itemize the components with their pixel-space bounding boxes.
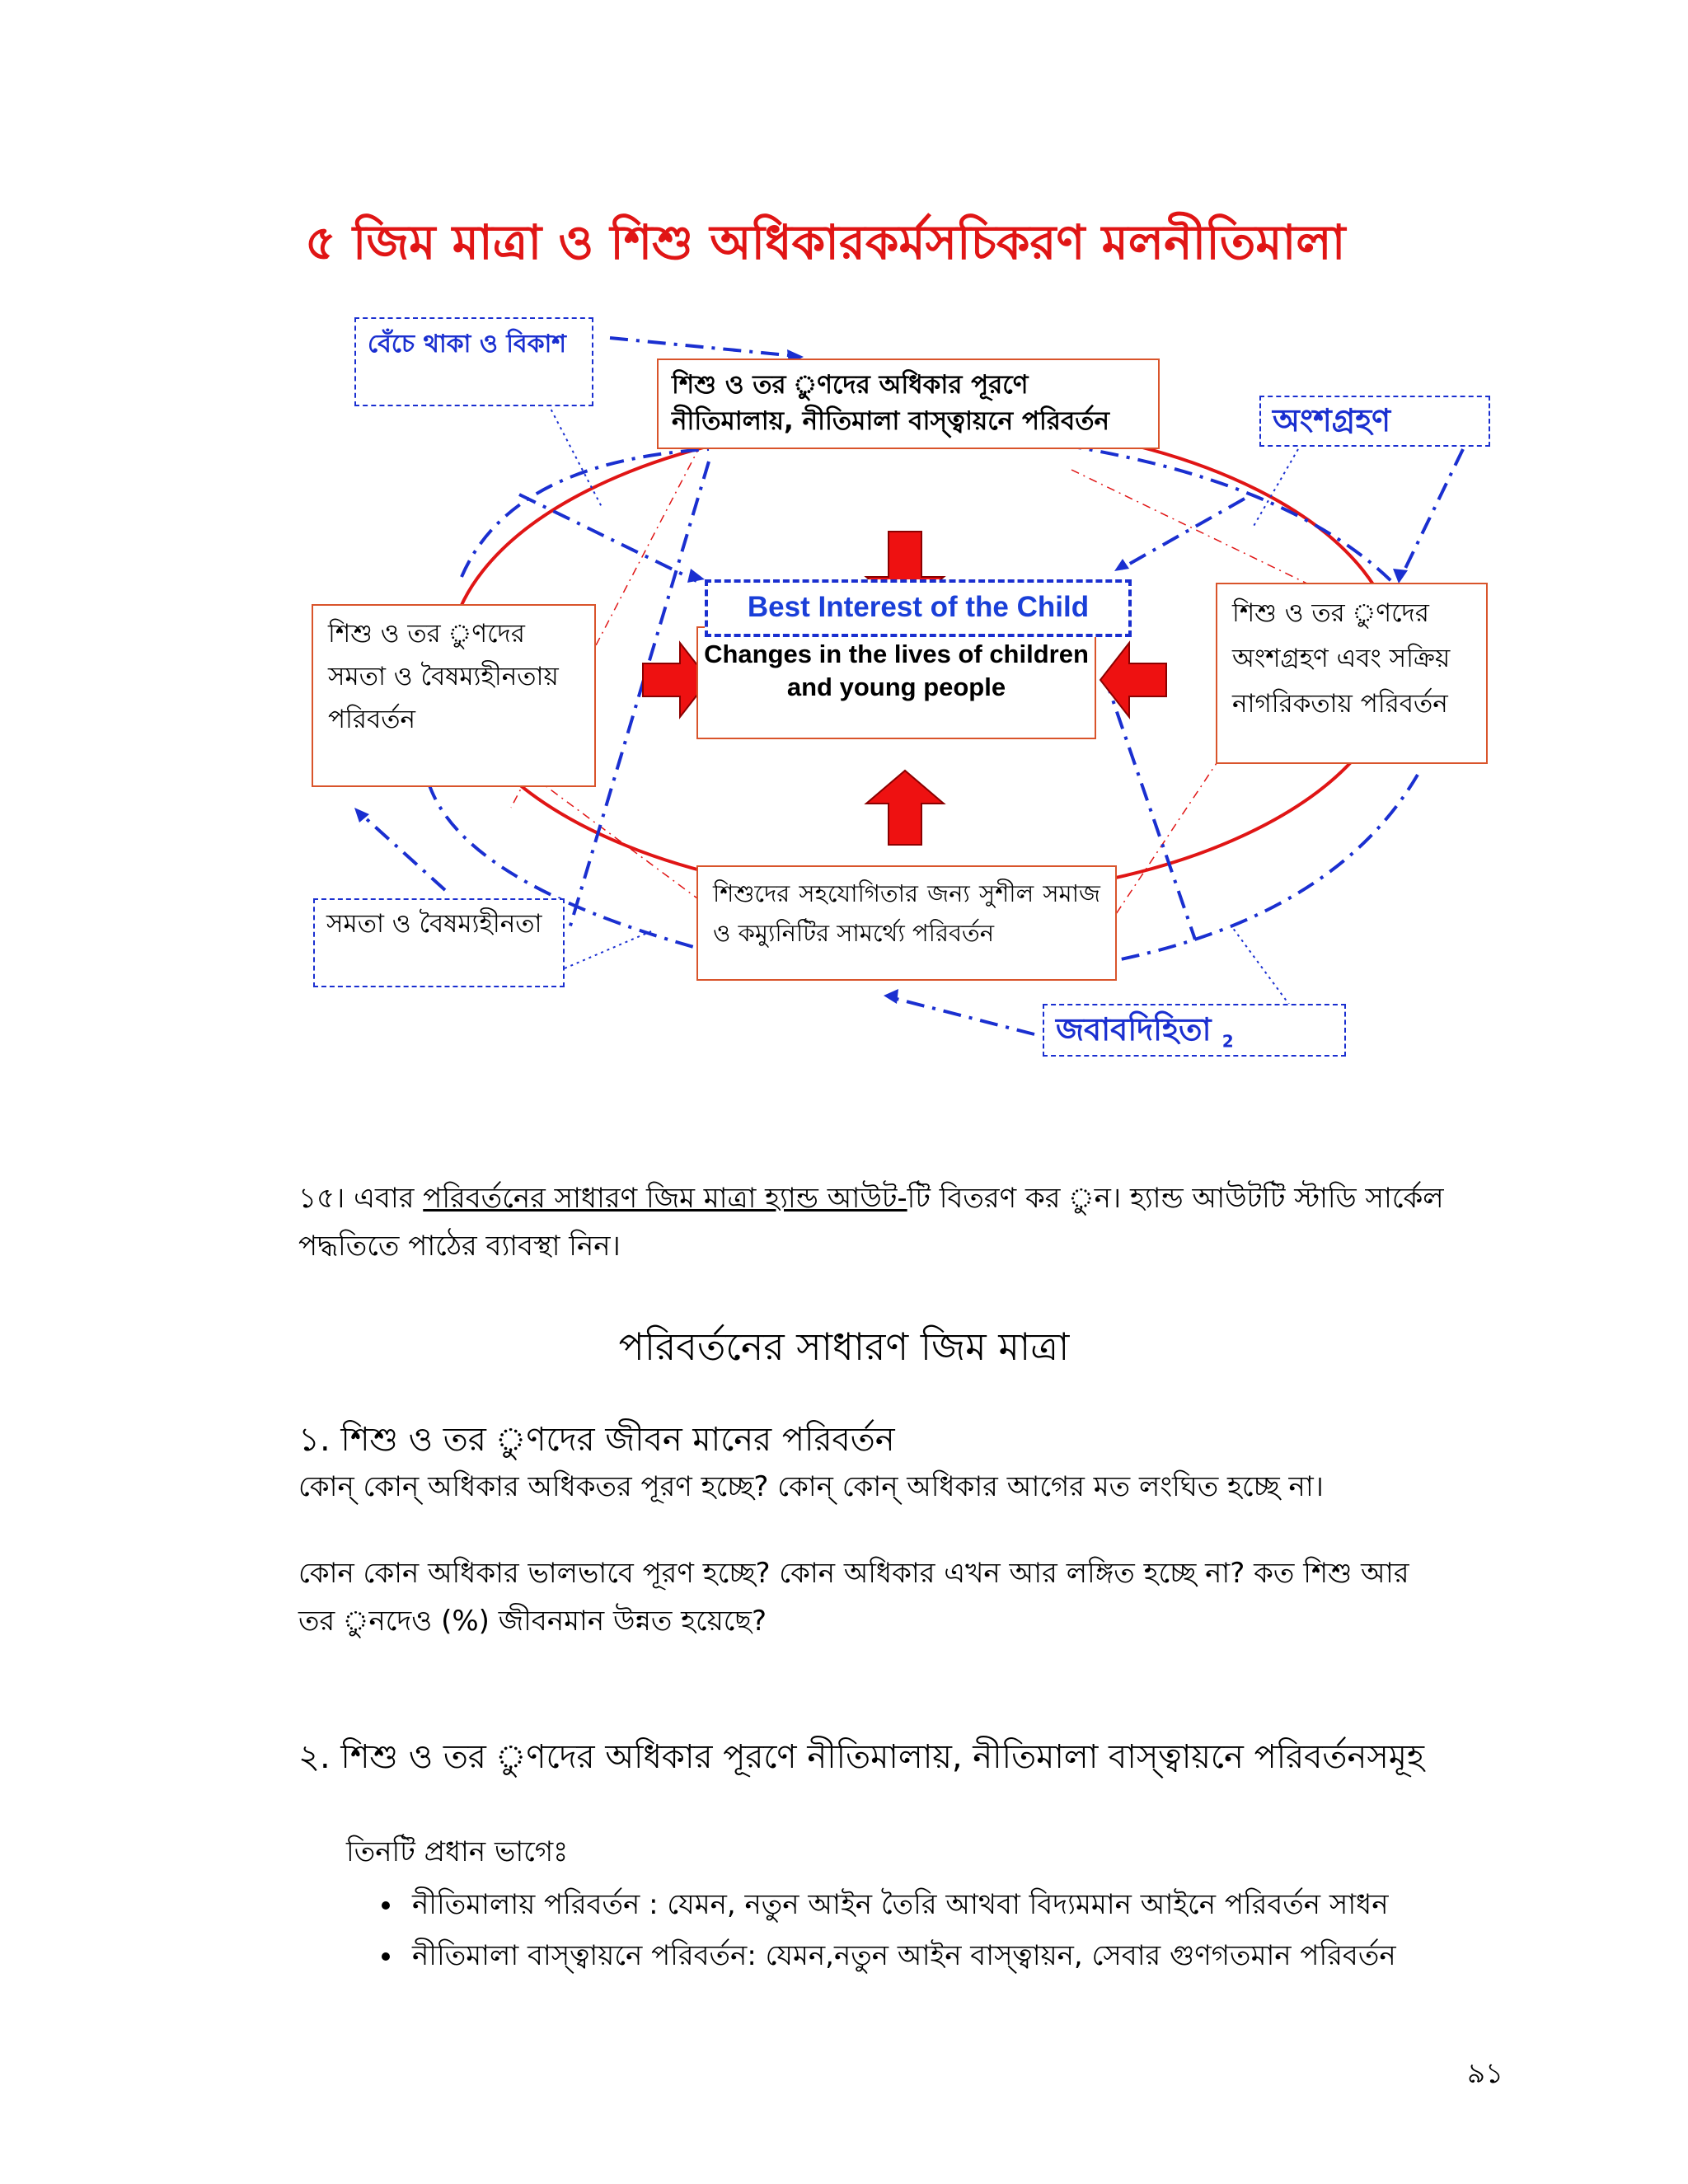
box-equality-change: শিশু ও তর ুণদের সমতা ও বৈষম্যহীনতায় পরিবর্তন (312, 604, 596, 787)
connector-line (1121, 499, 1245, 569)
box-participation-change: শিশু ও তর ুণদের অংশগ্রহণ এবং সক্রিয় নাগরিকতায় পরিবর্তন (1216, 583, 1488, 764)
pointer-line (548, 404, 602, 507)
page-number: ৯১ (1467, 2057, 1504, 2090)
subheading: পরিবর্তনের সাধারণ জিম মাত্রা (618, 1324, 1070, 1369)
connector-line (359, 812, 445, 890)
arrow-left (1100, 643, 1166, 717)
arrowhead (687, 569, 705, 583)
label-equality: সমতা ও বৈষম্যহীনতা (313, 898, 565, 987)
list-item: • নীতিমালায় পরিবর্তন : যেমন, নতুন আইন তৈরি আথবা বিদ্যমমান আইনে পরিবর্তন সাধন (404, 1879, 1396, 1930)
accountability-text: জবাবদিহিতা (1056, 1011, 1212, 1047)
para-distribute: টি বিতরণ কর ুন (907, 1182, 1111, 1215)
center-best-interest: Best Interest of the Child (705, 579, 1132, 637)
section1-line3: তর ুনদেও (%) জীবনমান উন্নত হয়েছে? (298, 1605, 767, 1638)
para-study-circle: । হ্যান্ড আউটটি স্টাডি সার্কেল (1110, 1182, 1444, 1215)
connector-line (1071, 470, 1311, 585)
center-changes-box: Changes in the lives of children and young people (696, 626, 1096, 739)
para-prefix: ১৫। এবার (298, 1182, 424, 1215)
section1-line1: কোন্ কোন্ অধিকার অধিকতর পূরণ হচ্ছে? কোন্ কোন্ অধিকার আগের মত লংঘিত হচ্ছে না। (298, 1470, 1324, 1503)
arrow-up (866, 771, 944, 845)
label-accountability (1043, 1004, 1346, 1057)
section2-intro: তিনটি প্রধান ভাগেঃ (346, 1835, 569, 1868)
arrowhead (1114, 559, 1129, 571)
label-survival-development: বেঁচে থাকা ও বিকাশ (354, 317, 593, 406)
instruction-paragraph (298, 1174, 1518, 1222)
pointer-line (1232, 927, 1290, 1005)
box-policy-change: শিশু ও তর ুণদের অধিকার পূরণে নীতিমালায়, নীতিমালা বাস্ত্বায়নে পরিবর্তন (657, 359, 1160, 449)
connector-line (519, 494, 696, 581)
connector-line (1401, 449, 1463, 577)
box-community-change: শিশুদের সহযোগিতার জন্য সুশীল সমাজ ও কম্যুনিটির সামর্থ্যে পরিবর্তন (696, 865, 1117, 981)
arrowhead (884, 989, 898, 1004)
section1-line2: কোন কোন অধিকার ভালভাবে পূরণ হচ্ছে? কোন অধিকার এখন আর লঙ্গিত হচ্ছে না? কত শিশু আর (298, 1557, 1409, 1590)
instruction-paragraph-line2: পদ্ধতিতে পাঠের ব্যাবস্থা নিন। (298, 1230, 621, 1263)
connector-line (1104, 676, 1195, 940)
list-item: • নীতিমালা বাস্ত্বায়নে পরিবর্তন: যেমন,নতুন আইন বাস্ত্বায়ন, সেবার গুণগতমান পরিবর্তন (404, 1930, 1396, 1981)
label-participation: অংশগ্রহণ (1259, 396, 1490, 447)
connector-line (610, 338, 795, 356)
connector-line (890, 997, 1034, 1034)
pointer-line (1253, 449, 1298, 527)
section2-bullet-list (354, 1879, 1396, 1981)
section1-heading: ১. শিশু ও তর ুণদের জীবন মানের পরিবর্তন (298, 1421, 895, 1459)
handout-link[interactable]: পরিবর্তনের সাধারণ জিম মাত্রা হ্যান্ড আউট- (423, 1182, 907, 1215)
section2-heading: ২. শিশু ও তর ুণদের অধিকার পূরণে নীতিমালায়, নীতিমালা বাস্ত্বায়নে পরিবর্তনসমূহ (298, 1738, 1424, 1776)
connector-line (462, 449, 709, 577)
arrowhead (1393, 569, 1408, 583)
page-title: ৫ জিম মাত্রা ও শিশু অধিকারকর্মসচিকরণ মলনীতিমালা (305, 214, 1346, 270)
accountability-sub: 2 (1221, 1031, 1234, 1052)
pointer-line (565, 931, 651, 968)
